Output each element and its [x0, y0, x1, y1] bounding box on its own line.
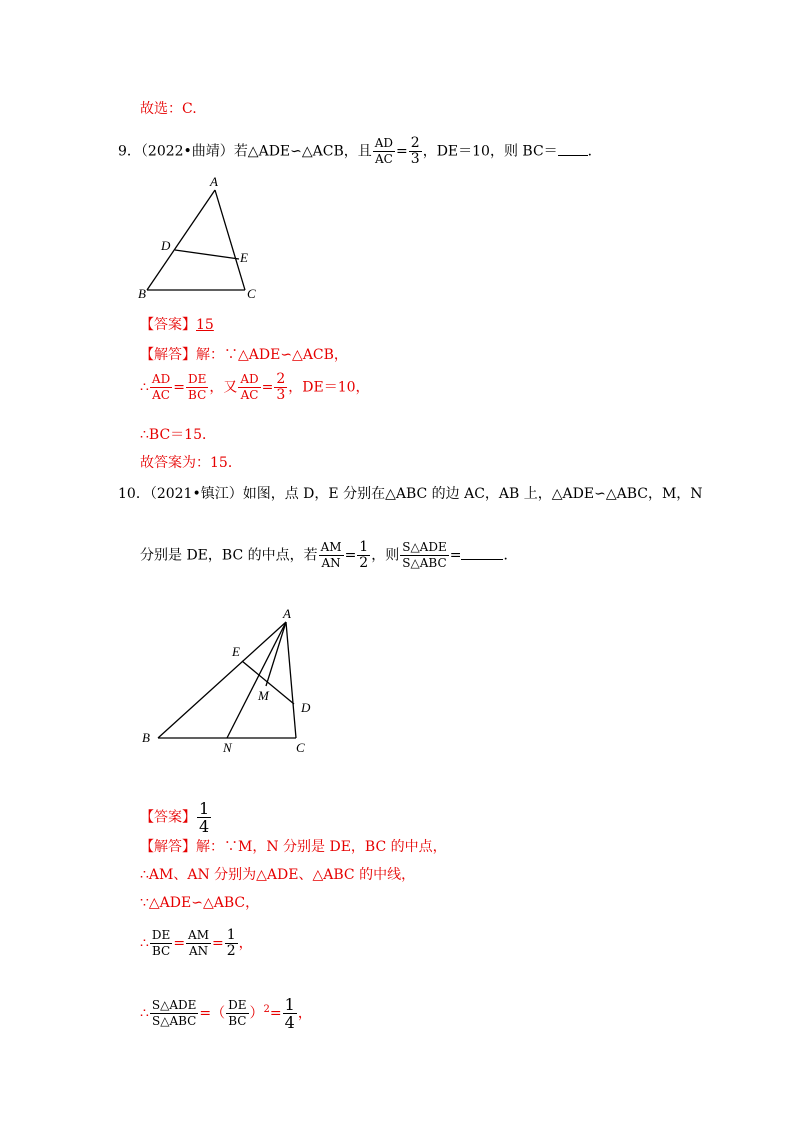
solution-text: 解：∵△ADE∽△ACB，: [196, 347, 348, 363]
fraction: $\frac{DE}{BC}$: [151, 928, 171, 958]
question-number: 9．: [118, 143, 141, 160]
triangle-abc-figure: [138, 604, 328, 754]
label-m: M: [258, 688, 269, 703]
question-source: （2021•镇江）: [149, 486, 243, 502]
question-9: [118, 136, 602, 167]
question-text: 分别是 DE，BC 的中点，若: [140, 547, 318, 564]
solution-10-line-1: [140, 838, 447, 856]
solution-9-line-4: 故答案为：15．: [140, 455, 242, 471]
answer-9: [140, 316, 214, 334]
solution-text: 解：∵M，N 分别是 DE，BC 的中点，: [196, 839, 447, 855]
solution-10-line-5: ∴ $\frac{\text{S△ADE}}{\text{S△ABC}}$ =（ $\frac{DE}{BC}$ ）$^2$= $\frac{1}{4}$ ，: [140, 995, 312, 1032]
fraction: $\frac{\text{S△ADE}}{\text{S△ABC}}$: [151, 998, 197, 1028]
question-source: （2022•曲靖）: [140, 143, 234, 160]
fraction: $\frac{DE}{BC}$: [187, 372, 207, 402]
fraction: $\frac{2}{3}$: [410, 135, 420, 167]
fraction: $\frac{1}{2}$: [226, 927, 236, 959]
fraction: $\frac{AM}{AN}$: [320, 540, 342, 570]
solution-tag: 【解答】: [140, 839, 196, 855]
previous-answer-line: 故选：C.: [140, 101, 197, 117]
question-10-line-1: [118, 485, 703, 503]
solution-9-line-2: ∴ $\frac{AD}{AC}$ = $\frac{DE}{BC}$ ，又 $\frac{AD}{AC}$ = $\frac{2}{3}$ ，DE＝10，: [140, 371, 370, 403]
fraction: $\frac{DE}{BC}$: [228, 998, 247, 1028]
question-text: ，DE＝10，则 BC＝: [422, 143, 558, 160]
question-number: 10．: [118, 486, 150, 502]
answer-10: [140, 800, 212, 835]
solution-9-line-1: [140, 346, 348, 364]
label-a: A: [283, 606, 291, 621]
fraction: $\frac{1}{4}$: [284, 995, 295, 1032]
fraction: $\frac{AD}{AC}$: [374, 136, 394, 166]
solution-10-line-4: ∴ $\frac{DE}{BC}$ = $\frac{AM}{AN}$ = $\frac{1}{2}$ ，: [140, 927, 253, 959]
label-b: B: [138, 286, 146, 301]
label-b: B: [142, 730, 150, 745]
solution-tag: 【解答】: [140, 347, 196, 363]
fraction: $\frac{\text{S△ADE}}{\text{S△ABC}}$: [402, 540, 447, 570]
label-n: N: [223, 740, 232, 754]
answer-value: 15: [196, 317, 214, 333]
exponent: 2: [263, 1003, 270, 1015]
solution-10-line-2: ∴AM、AN 分别为△ADE、△ABC 的中线，: [140, 867, 416, 883]
label-a: A: [210, 174, 218, 189]
equals-sign: =: [396, 143, 408, 160]
label-d: D: [161, 238, 171, 253]
solution-10-line-3: ∵△ADE∽△ABC，: [140, 895, 260, 911]
fraction: $\frac{AM}{AN}$: [188, 928, 209, 958]
answer-fraction: $\frac{1}{4}$: [199, 799, 210, 836]
fraction: $\frac{AD}{AC}$: [151, 372, 171, 402]
answer-tag: 【答案】: [140, 317, 196, 333]
triangle-ade-figure: [135, 172, 265, 302]
question-10-line-2: 分别是 DE，BC 的中点，若 $\frac{AM}{AN}$ = $\frac{1}{2}$ ，则 $\frac{\text{S△ADE}}{\text{S△ABC}}$ = ．: [140, 539, 518, 571]
answer-tag: 【答案】: [140, 809, 196, 826]
answer-blank: [461, 545, 503, 560]
fraction: $\frac{2}{3}$: [276, 371, 286, 403]
fraction: $\frac{AD}{AC}$: [240, 372, 259, 402]
label-e: E: [240, 250, 248, 265]
label-d: D: [301, 700, 311, 715]
fraction: $\frac{1}{2}$: [359, 539, 369, 571]
label-e: E: [232, 644, 240, 659]
label-c: C: [247, 286, 256, 301]
answer-blank: [558, 141, 588, 156]
question-text: 如图，点 D，E 分别在△ABC 的边 AC，AB 上，△ADE∽△ABC，M，N: [242, 486, 703, 502]
label-c: C: [296, 740, 305, 754]
question-text: 若△ADE∽△ACB，且: [233, 143, 372, 160]
solution-9-line-3: ∴BC＝15．: [140, 427, 216, 443]
question-text: ．: [587, 143, 602, 160]
question-text: ，则: [371, 547, 400, 564]
